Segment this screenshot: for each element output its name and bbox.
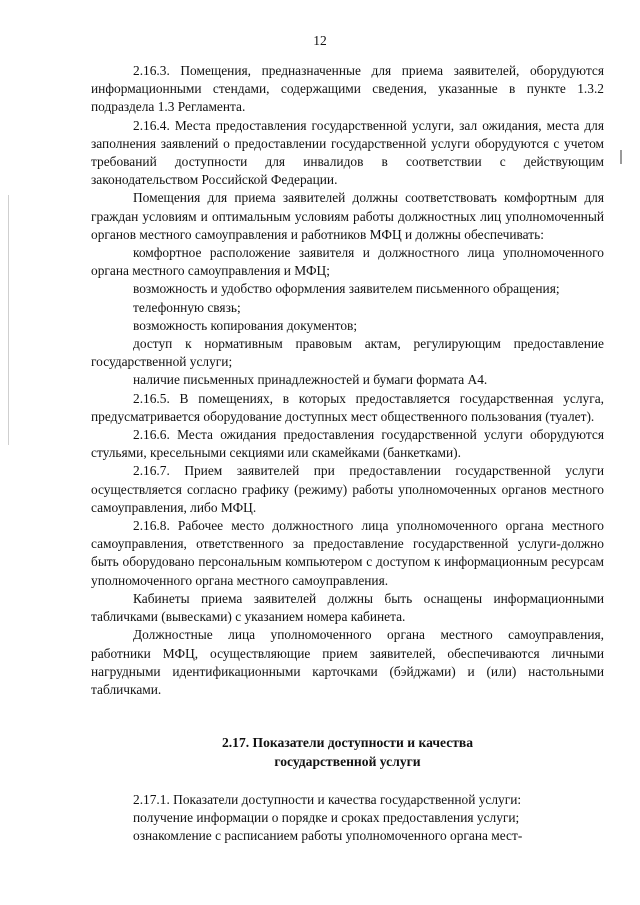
paragraph-2-16-6: 2.16.6. Места ожидания предоставления государственной услуги оборудуются стульями, кресельными секциями или скамейками (банкетками).: [91, 427, 604, 461]
scan-margin-mark: [8, 195, 9, 445]
paragraph-premises-requirements: Помещения для приема заявителей должны соответствовать комфортным для граждан условиям и оптимальным условиям работы должностных лиц уполномоченный органов местного самоуправления и работников МФЦ и должны обеспечивать:: [91, 190, 604, 242]
paragraph-2-16-8: 2.16.8. Рабочее место должностного лица уполномоченного органа местного самоуправления, ответственного за предоставление государственной услуги-должно быть оборудовано персональным компьютером с доступом к информационным ресурсам уполномоченного органа местного самоуправления.: [91, 518, 604, 588]
list-item-schedule: ознакомление с расписанием работы уполномоченного органа мест-: [133, 828, 523, 844]
section-heading-line-2: государственной услуги: [274, 753, 421, 769]
section-heading-2-17: [91, 734, 604, 771]
list-item-legal-acts: доступ к нормативным правовым актам, регулирующим предоставление государственной услуги;: [91, 336, 604, 370]
paragraph-2-16-4: 2.16.4. Места предоставления государственной услуги, зал ожидания, места для заполнения заявлений о предоставлении государственной услуги оборудуются с учетом требований доступности для инвалидов в соответствии с действующим законодательством Российской Федерации.: [91, 117, 604, 188]
list-item-written-request: возможность и удобство оформления заявителем письменного обращения;: [133, 281, 560, 297]
document-body: [91, 62, 604, 846]
list-item-stationery: наличие письменных принадлежностей и бумаги формата А4.: [133, 372, 488, 388]
list-item-info-procedure: получение информации о порядке и сроках предоставления услуги;: [133, 810, 520, 826]
section-heading-line-1: 2.17. Показатели доступности и качества: [221, 735, 474, 751]
paragraph-badges: Должностные лица уполномоченного органа местного самоуправления, работники МФЦ, осуществляющие прием заявителей, обеспечиваются личными нагрудными идентификационными карточками (бэйджами) и (или) настольными табличками.: [91, 627, 604, 697]
list-item-comfortable-placement: комфортное расположение заявителя и должностного лица уполномоченного органа местного самоуправления и МФЦ;: [91, 245, 604, 279]
paragraph-office-signs: Кабинеты приема заявителей должны быть оснащены информационными табличками (вывесками) с указанием номера кабинета.: [91, 590, 604, 625]
paragraph-2-16-7: 2.16.7. Прием заявителей при предоставлении государственной услуги осуществляется согласно графику (режиму) работы уполномоченных органов местного самоуправления, либо МФЦ.: [91, 463, 604, 515]
list-item-copying: возможность копирования документов;: [133, 317, 358, 333]
page-number: 12: [313, 33, 327, 48]
paragraph-2-16-3: 2.16.3. Помещения, предназначенные для приема заявителей, оборудуются информационными стендами, содержащими сведения, указанные в пункте 1.3.2 подраздела 1.3 Регламента.: [91, 63, 604, 115]
list-item-phone: телефонную связь;: [133, 299, 241, 315]
paragraph-2-16-5: 2.16.5. В помещениях, в которых предоставляется государственная услуга, предусматривается оборудование доступных мест общественного пользования (туалет).: [91, 390, 604, 424]
scan-margin-mark-right: [620, 150, 622, 164]
paragraph-2-17-1: 2.17.1. Показатели доступности и качества государственной услуги:: [133, 791, 522, 807]
